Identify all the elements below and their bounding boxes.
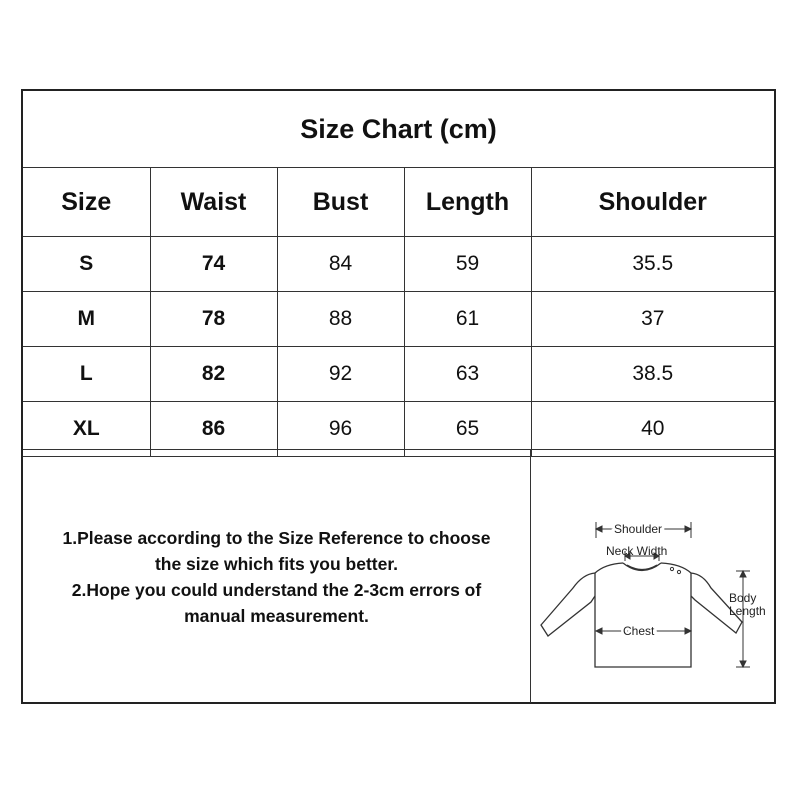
cell-shoulder: 35.5 xyxy=(531,237,774,292)
sweater-diagram xyxy=(531,450,774,703)
label-neck-width: Neck Width xyxy=(606,544,668,558)
size-chart xyxy=(21,89,776,704)
note-line: the size which fits you better. xyxy=(154,553,399,574)
table-row xyxy=(23,237,774,292)
cell-length: 59 xyxy=(404,237,531,292)
cell-waist: 74 xyxy=(150,237,277,292)
header-bust: Bust xyxy=(277,168,404,237)
size-notes xyxy=(23,449,531,703)
label-chest: Chest xyxy=(623,624,655,638)
cell-bust: 88 xyxy=(277,292,404,347)
button-icon xyxy=(670,567,673,570)
cell-waist: 78 xyxy=(150,292,277,347)
table-row xyxy=(23,292,774,347)
cell-length: 61 xyxy=(404,292,531,347)
cell-waist: 82 xyxy=(150,347,277,402)
cell-waist: 86 xyxy=(150,402,277,457)
header-size: Size xyxy=(23,168,150,237)
chart-title: Size Chart (cm) xyxy=(23,91,774,168)
label-length: Length xyxy=(729,604,766,618)
table-row xyxy=(23,347,774,402)
button-icon xyxy=(677,570,680,573)
note-line: manual measurement. xyxy=(184,605,369,626)
cell-size: XL xyxy=(23,402,150,457)
label-shoulder: Shoulder xyxy=(614,522,663,536)
cell-size: S xyxy=(23,237,150,292)
header-shoulder: Shoulder xyxy=(531,168,774,237)
cell-shoulder: 37 xyxy=(531,292,774,347)
cell-size: L xyxy=(23,347,150,402)
sweater-outline-icon xyxy=(541,563,742,667)
size-table xyxy=(23,167,774,457)
cell-size: M xyxy=(23,292,150,347)
header-length: Length xyxy=(404,168,531,237)
cell-length: 63 xyxy=(404,347,531,402)
note-line: 2.Hope you could understand the 2-3cm errors of xyxy=(71,579,482,600)
measurement-diagram xyxy=(531,449,774,703)
table-header-row xyxy=(23,168,774,237)
cell-shoulder: 38.5 xyxy=(531,347,774,402)
note-line: 1.Please according to the Size Reference to choose xyxy=(62,527,491,548)
cell-bust: 92 xyxy=(277,347,404,402)
header-waist: Waist xyxy=(150,168,277,237)
cell-bust: 84 xyxy=(277,237,404,292)
cell-bust: 96 xyxy=(277,402,404,457)
label-body: Body xyxy=(729,591,757,605)
cell-length: 65 xyxy=(404,402,531,457)
cell-shoulder: 40 xyxy=(531,402,774,457)
